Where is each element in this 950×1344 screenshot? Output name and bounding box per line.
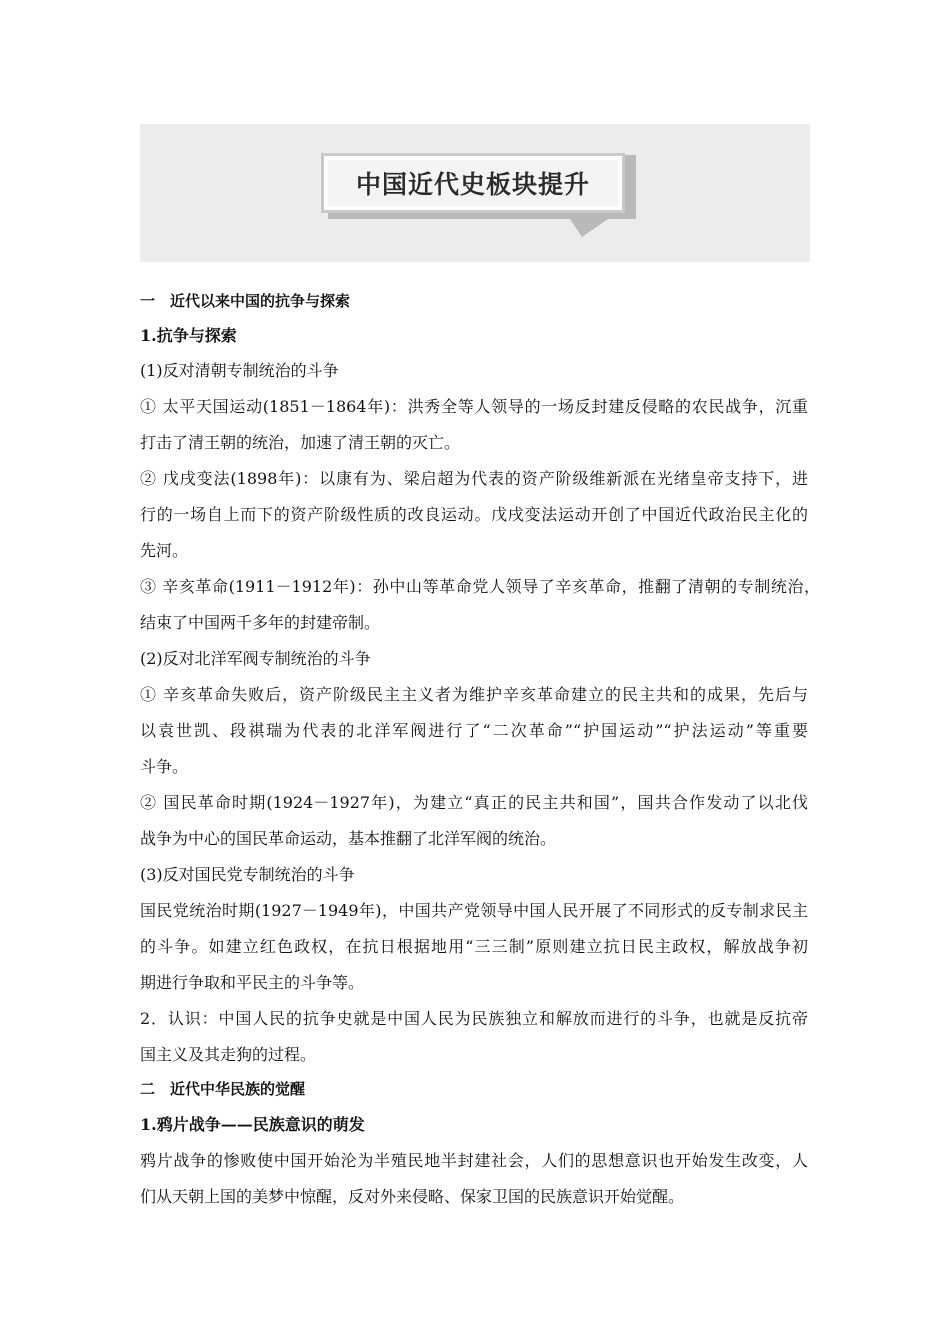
paragraph-line: 的斗争。如建立红色政权，在抗日根据地用“三三制”原则建立抗日民主政权，解放战争初 — [140, 937, 808, 956]
subheading-2-1: 1.鸦片战争——民族意识的萌发 — [140, 1115, 365, 1134]
paragraph-line: 打击了清王朝的统治，加速了清王朝的灭亡。 — [140, 433, 461, 452]
paragraph-line: 们从天朝上国的美梦中惊醒，反对外来侵略、保家卫国的民族意识开始觉醒。 — [140, 1187, 685, 1206]
paragraph-line: 鸦片战争的惨败使中国开始沦为半殖民地半封建社会，人们的思想意识也开始发生改变，人 — [140, 1151, 808, 1170]
paragraph-line: (3)反对国民党专制统治的斗争 — [140, 865, 355, 884]
paragraph-line: 战争为中心的国民革命运动，基本推翻了北洋军阀的统治。 — [140, 829, 557, 848]
section-heading-1: 一 近代以来中国的抗争与探索 — [140, 292, 351, 310]
paragraph-line: ② 国民革命时期(1924－1927年)，为建立“真正的民主共和国”，国共合作发动了以北伐 — [140, 793, 808, 812]
page-title: 中国近代史板块提升 — [355, 170, 590, 199]
title-banner — [140, 124, 810, 262]
paragraph-line: 斗争。 — [140, 757, 189, 776]
paragraph-line: 国主义及其走狗的过程。 — [140, 1045, 317, 1064]
section-heading-2: 二 近代中华民族的觉醒 — [140, 1080, 306, 1098]
paragraph-line: ③ 辛亥革命(1911－1912年)：孙中山等革命党人领导了辛亥革命，推翻了清朝的专制统治， — [140, 577, 820, 596]
paragraph-line: 期进行争取和平民主的斗争等。 — [140, 973, 365, 992]
paragraph-line: 2．认识：中国人民的抗争史就是中国人民为民族独立和解放而进行的斗争，也就是反抗帝 — [140, 1009, 808, 1028]
paragraph-line: 结束了中国两千多年的封建帝制。 — [140, 613, 381, 632]
paragraph-line: ② 戊戌变法(1898年)：以康有为、梁启超为代表的资产阶级维新派在光绪皇帝支持下，进 — [140, 469, 808, 488]
paragraph-line: (1)反对清朝专制统治的斗争 — [140, 361, 339, 380]
paragraph-line: ① 太平天国运动(1851－1864年)：洪秀全等人领导的一场反封建反侵略的农民战争，沉重 — [140, 397, 808, 416]
paragraph-line: 国民党统治时期(1927－1949年)，中国共产党领导中国人民开展了不同形式的反专制求民主 — [140, 901, 808, 920]
subheading-1-1: 1.抗争与探索 — [140, 326, 237, 345]
paragraph-line: 行的一场自上而下的资产阶级性质的改良运动。戊戌变法运动开创了中国近代政治民主化的 — [140, 505, 808, 524]
speech-tail — [570, 219, 608, 237]
title-box — [321, 153, 625, 213]
paragraph-line: (2)反对北洋军阀专制统治的斗争 — [140, 649, 371, 668]
paragraph-line: 先河。 — [140, 541, 189, 560]
paragraph-line: 以袁世凯、段祺瑞为代表的北洋军阀进行了“二次革命”“护国运动”“护法运动”等重要 — [140, 721, 808, 740]
paragraph-line: ① 辛亥革命失败后，资产阶级民主主义者为维护辛亥革命建立的民主共和的成果，先后与 — [140, 685, 808, 704]
